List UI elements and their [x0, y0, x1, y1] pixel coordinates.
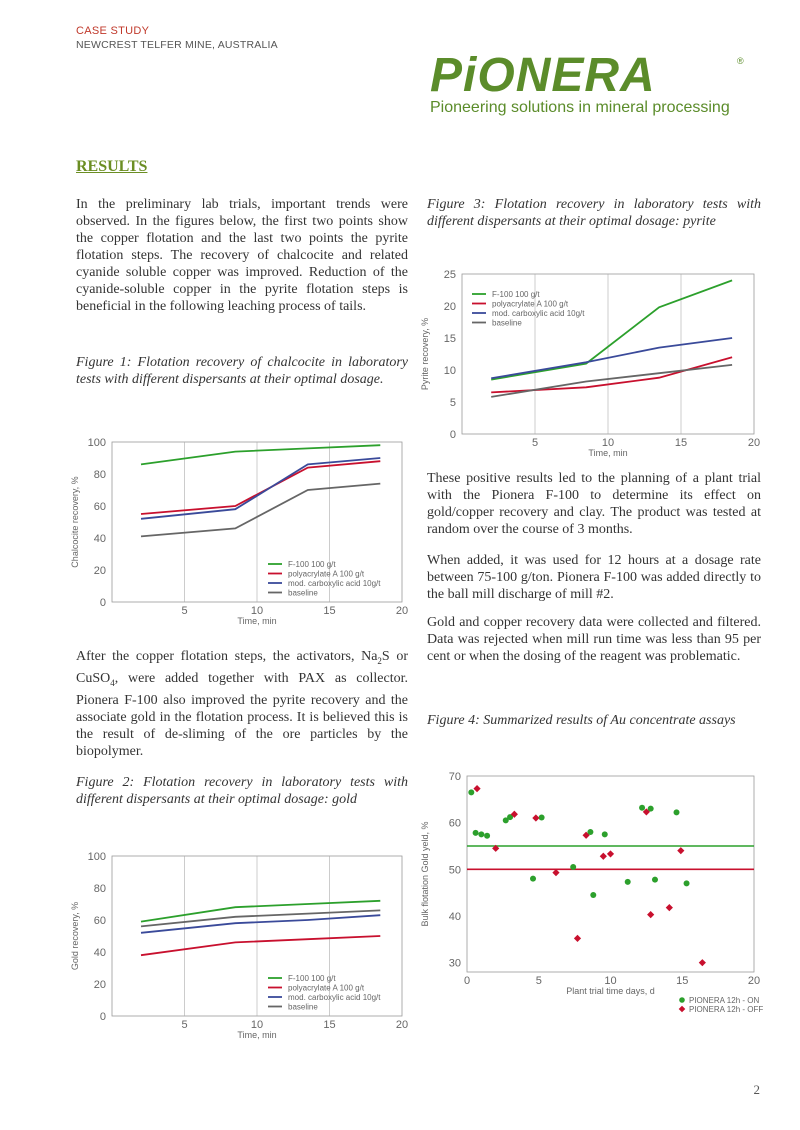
x-tick-label: 10 [604, 975, 617, 987]
page-number: 2 [753, 1082, 760, 1097]
y-axis-label: Chalcocite recovery, % [70, 476, 80, 568]
dosage-paragraph: When added, it was used for 12 hours at a dosage rate between 75-100 g/ton. Pionera F-100 was added directly to the ball mill discharge of mill #2. [427, 553, 761, 602]
x-tick-label: 10 [250, 605, 264, 617]
legend-label: mod. carboxylic acid 10g/t [288, 579, 381, 588]
x-tick-label: 20 [747, 975, 761, 987]
y-tick-label: 0 [99, 1011, 106, 1023]
data-point-off [473, 785, 480, 792]
activators-text-c: , were added together with PAX as collector. Pionera F-100 also improved the pyrite recovery and the associate gold in the flotation process. It is believed this is the result of de-sliming of the ore particles by the biopolymer. [76, 670, 408, 759]
data-point-off [532, 814, 539, 821]
logo-registered-mark: ® [737, 56, 744, 66]
x-axis-label: Time, min [588, 448, 628, 458]
data-point-off [574, 935, 581, 942]
case-location: NEWCREST TELFER MINE, AUSTRALIA [76, 39, 278, 51]
data-point-off [647, 911, 654, 918]
data-point-on [590, 892, 596, 898]
legend-label: polyacrylate A 100 g/t [288, 983, 365, 993]
y-tick-label: 40 [448, 911, 461, 923]
series-line [491, 357, 732, 392]
results-heading: RESULTS [76, 158, 148, 175]
y-tick-label: 0 [99, 597, 106, 609]
y-tick-label: 20 [93, 565, 106, 577]
data-point-on [473, 830, 479, 836]
y-tick-label: 20 [93, 979, 106, 991]
x-axis-label: Time, min [237, 1030, 277, 1040]
y-tick-label: 60 [448, 817, 461, 830]
data-collection-paragraph: Gold and copper recovery data were collected and filtered. Data was rejected when mill run time was less than 95 per cent or when the dosing of the reagent was problematic. [427, 615, 761, 664]
y-tick-label: 50 [448, 864, 461, 877]
x-tick-label: 15 [323, 1019, 336, 1031]
intro-paragraph: In the preliminary lab trials, important trends were observed. In the figures below, the first two points show the copper flotation and the last two points the pyrite flotation steps. The recovery of chalcocite and related cyanide soluble copper was improved. Reduction of the cyanide-soluble copper in the pyrite flotation steps is beneficial in the following leaching process of tails. [76, 197, 408, 314]
activators-sub-2: 4 [110, 677, 115, 688]
data-point-on [468, 789, 474, 795]
figure-2-chart [64, 842, 414, 1042]
x-tick-label: 10 [601, 437, 615, 449]
legend-label: polyacrylate A 100 g/t [288, 569, 365, 579]
plot-frame [467, 776, 754, 972]
x-axis-label: Time, min [237, 616, 277, 626]
figure-1-caption: Figure 1: Flotation recovery of chalcocite in laboratory tests with different dispersants at their optimal dosage. [76, 355, 408, 387]
y-tick-label: 20 [443, 301, 456, 313]
x-tick-label: 20 [747, 437, 761, 449]
y-tick-label: 40 [93, 947, 106, 959]
legend-label: baseline [492, 318, 522, 328]
y-tick-label: 25 [443, 269, 456, 281]
data-point-off [699, 959, 706, 966]
legend-label: F-100 100 g/t [288, 560, 336, 569]
y-tick-label: 70 [448, 771, 461, 783]
logo-wordmark: PiONERA [430, 49, 656, 102]
y-axis-label: Pyrite recovery, % [420, 317, 430, 391]
y-tick-label: 100 [87, 437, 106, 449]
data-point-off [607, 850, 614, 857]
series-line [491, 365, 732, 397]
activators-text-a: After the copper flotation steps, the activators, Na [76, 649, 378, 664]
data-point-on [484, 833, 490, 839]
x-tick-label: 10 [250, 1019, 264, 1031]
y-tick-label: 40 [93, 533, 106, 545]
data-point-on [570, 864, 576, 870]
legend-label: mod. carboxylic acid 10g/t [492, 309, 585, 318]
legend-label: PIONERA 12h - OFF [689, 1005, 764, 1014]
y-axis-label: Bulk flotation Gold yeld, % [420, 821, 430, 927]
y-tick-label: 0 [449, 429, 456, 441]
activators-paragraph [76, 648, 408, 760]
legend-label: F-100 100 g/t [288, 974, 336, 983]
data-point-on [625, 879, 631, 885]
y-tick-label: 30 [448, 957, 461, 970]
x-axis-label: Plant trial time days, d [566, 986, 655, 996]
legend-label: baseline [288, 588, 318, 598]
data-point-on [639, 805, 645, 811]
data-point-on [674, 809, 680, 815]
x-tick-label: 5 [181, 1019, 188, 1031]
x-tick-label: 0 [463, 975, 471, 987]
y-tick-label: 100 [87, 851, 106, 863]
data-point-on [539, 815, 545, 821]
y-tick-label: 5 [449, 397, 456, 409]
x-tick-label: 15 [323, 605, 336, 617]
y-tick-label: 80 [93, 469, 106, 481]
figure-3-chart [414, 262, 770, 462]
legend-label: F-100 100 g/t [492, 290, 540, 299]
legend-label: PIONERA 12h - ON [689, 996, 760, 1005]
figure-4-caption: Figure 4: Summarized results of Au concentrate assays [427, 713, 736, 728]
legend-swatch [679, 997, 685, 1003]
x-tick-label: 15 [676, 975, 689, 987]
legend-label: polyacrylate A 100 g/t [492, 299, 569, 309]
y-tick-label: 15 [443, 333, 456, 345]
x-tick-label: 20 [395, 605, 409, 617]
case-study-label: CASE STUDY [76, 25, 150, 37]
data-point-off [600, 853, 607, 860]
data-point-off [666, 904, 673, 911]
plant-trial-paragraph: These positive results led to the planning of a plant trial with the Pionera F-100 to determine its effect on gold/copper recovery and clay. The product was tested at random over the course of 3 months. [427, 471, 761, 537]
series-line [141, 458, 380, 519]
x-tick-label: 15 [674, 437, 688, 449]
series-line [141, 936, 380, 955]
x-tick-label: 20 [395, 1019, 409, 1031]
x-tick-label: 5 [531, 437, 539, 449]
figure-3-caption: Figure 3: Flotation recovery in laboratory tests with different dispersants at their optimal dosage: pyrite [427, 197, 761, 229]
y-tick-label: 10 [443, 365, 456, 377]
figure-2-caption: Figure 2: Flotation recovery in laboratory tests with different dispersants at their optimal dosage: gold [76, 775, 408, 807]
activators-text-b: S or CuSO [76, 649, 408, 686]
data-point-on [530, 876, 536, 882]
data-point-on [478, 831, 484, 837]
y-tick-label: 60 [93, 915, 106, 927]
series-line [141, 915, 380, 933]
legend-label: mod. carboxylic acid 10g/t [288, 993, 381, 1002]
x-tick-label: 5 [535, 975, 542, 987]
x-tick-label: 5 [181, 605, 188, 617]
logo-tagline: Pioneering solutions in mineral processing [430, 99, 730, 116]
data-point-on [602, 831, 608, 837]
data-point-on [652, 877, 658, 883]
y-axis-label: Gold recovery, % [70, 901, 80, 971]
data-point-on [684, 880, 690, 886]
data-point-off [677, 847, 684, 854]
legend-swatch [679, 1006, 686, 1013]
legend-label: baseline [288, 1002, 318, 1012]
figure-1-chart [64, 428, 414, 628]
y-tick-label: 60 [93, 501, 106, 513]
y-tick-label: 80 [93, 883, 106, 895]
activators-sub-1: 2 [377, 655, 382, 666]
figure-4-chart [414, 764, 770, 1020]
series-line [141, 484, 380, 537]
pionera-logo [430, 49, 750, 118]
